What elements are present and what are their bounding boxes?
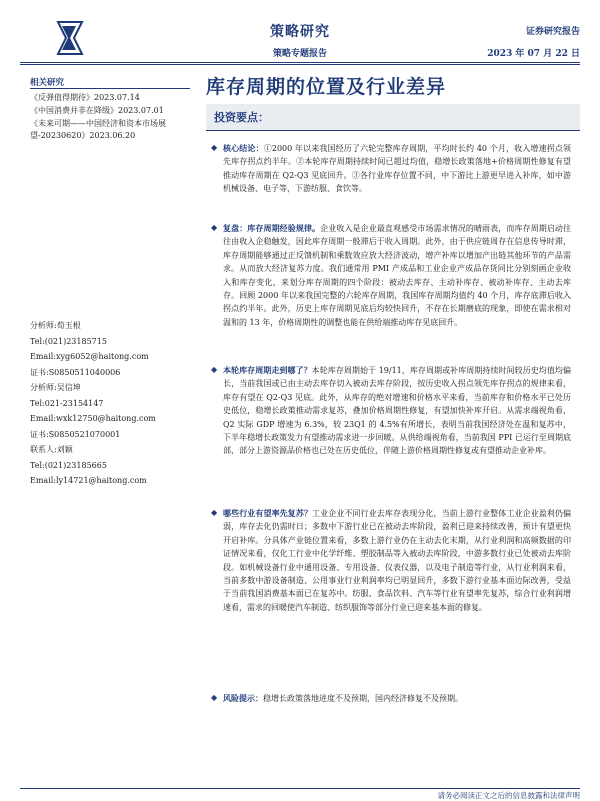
related-research-list — [30, 92, 190, 143]
bullet-diamond-icon: ◆ — [211, 143, 218, 152]
contact-line: 证书:S0850511040006 — [30, 367, 121, 377]
contact-line: Tel:021-23154147 — [30, 398, 104, 408]
bullet-diamond-icon: ◆ — [211, 508, 218, 517]
bullet-text: ①2000 年以来我国经历了六轮完整库存周期，平均时长约 40 个月，收入增速拐点领先库存拐点约半年。②本轮库存周期持续时间已超过均值，稳增长政策落地+价格周期性修复有望推动库存周期在 Q2-Q3 见底回升。③各行业库存位置不同，中下游比上游更早进入补库，如中游机械设备、电子等，下游纺服、食饮等。 — [223, 144, 571, 194]
report-type: 证券研究报告 — [525, 27, 580, 37]
header-title: 策略研究 — [270, 24, 330, 40]
sidebar-divider — [30, 88, 190, 89]
contact-line: 分析师:荀玉根 — [30, 321, 81, 330]
bullet-diamond-icon: ◆ — [211, 365, 218, 374]
bullet-lead: 复盘：库存周期经验规律。 — [223, 223, 321, 233]
key-points-title: 投资要点： — [214, 111, 269, 124]
bullet-text: 稳增长政策落地进度不及预期，国内经济修复不及预期。 — [263, 694, 463, 703]
key-points-divider — [206, 130, 580, 131]
bullet-lead: 本轮库存周期走到哪了？ — [223, 365, 312, 375]
contact-email[interactable]: Email:ly14721@haitong.com — [30, 476, 147, 485]
header-divider — [20, 62, 580, 63]
header-subtitle: 策略专题报告 — [272, 49, 327, 59]
contact-line: 证书:S0850521070001 — [30, 429, 121, 439]
bullet-industries — [211, 507, 571, 614]
contact-line: 联系人:刘颖 — [30, 445, 73, 454]
bullet-text: 工业企业不同行业去库存表现分化，当前上游行业整体工业企业盈利仍偏弱，库存去化仍需时日；多数中下游行业已在被动去库阶段，盈利已迎来持续改善，预计有望更快开启补库。分具体产业链位置来看，多数上游行业仍在主动去化末期，从行业利润和高频数据的印证情况来看，仅化工行业中化学纤维、塑胶制品等入被动去库阶段，中游多数行业已处被动去库阶段。如机械设备行业中通用设备、专用设备、仪表仪器，以及电子制造等行业，从行业利润来看，当前多数中游设备制造、公用事业行业利润率均已明显回升，多数下游行业基本面边际改善，受益于当前我国消费基本面已在复苏中。纺服、食品饮料、汽车等行业有望率先复苏，综合行业利润增速看，需求的回暖使汽车制造、纺织服饰等部分行业已迎来基本面的修复。 — [223, 509, 571, 612]
contact-email[interactable]: Email:wxk12750@haitong.com — [30, 414, 156, 423]
bullet-diamond-icon: ◆ — [211, 223, 218, 232]
contact-email[interactable]: Email:xyg6052@haitong.com — [30, 352, 149, 361]
bullet-risk — [211, 692, 571, 705]
related-research-title: 相关研究 — [30, 78, 65, 88]
analyst-contacts — [30, 320, 190, 491]
document-title: 库存周期的位置及行业差异 — [206, 76, 447, 98]
report-date: 2023 年 07 月 22 日 — [487, 49, 580, 59]
related-item[interactable]: 《反弹值得期待》2023.07.14 — [30, 93, 140, 102]
bullet-lead: 核心结论： — [223, 143, 264, 153]
header-divider-2 — [20, 64, 580, 65]
contact-line: Tel:(021)23185715 — [30, 336, 107, 346]
bullet-text: 本轮库存周期始于 19/11，库存周期或补库周期持续时间较历史均值均偏长，当前我国或已由主动去库存切入被动去库存阶段，按历史收入拐点领先库存拐点的规律来看，库存有望在 Q2-Q3 见底。此外，从库存的绝对增速和价格水平来看，当前库存和价格水平已处历史低位，稳增长政策推动需求复苏，叠加价格周期性修复，有望加快补库开启。从需求端视角看，Q2 实际 GDP 增速为 6.3%，较 23Q1 的 4.5%有所增长，表明当前我国经济处在温和复苏中，下半年稳增长政策发力有望推动需求进一步回暖。从供给端视角看，当前我国 PPI 已运行至周期底部，部分上游资源品价格也已处在历史低位，伴随上游价格周期性修复或有望推动企业补库。 — [223, 366, 571, 456]
contact-line: 分析师:吴信坤 — [30, 383, 81, 392]
disclaimer-footer[interactable]: 请务必阅读正文之后的信息披露和法律声明 — [437, 791, 580, 800]
footer-divider — [20, 788, 580, 789]
bullet-lead: 风险提示： — [223, 693, 263, 703]
bullet-text: 企业收入是企业最直观感受市场需求情况的晴雨表，而库存周期启动往往由收入企稳触发，因此库存周期一般滞后于收入周期。此外，由于供应链周存在信息传导时滞，库存周期能够通过正反馈机制和乘数效应放大经济波动，增产补库以增加产出链其他环节的产品需求。从而放大经济复苏力度。我们通常用 PMI 产成品和工业企业产成品存货同比分别刻画企业收入和库存变化，来划分库存周期的四个阶段：被动去库存、主动补库存、被动补库存、主动去库存。回顾 2000 年以来我国完整的六轮库存周期，我国库存周期均值约 40 个月，库存底滞后收入拐点约半年。此外，历史上库存周期见底后均较快回升，不存在长期磨底的现象，即使在需求相对温和的 13 年，价格周期性的调整也能在供给端推动库存见底回升。 — [223, 224, 572, 327]
related-item[interactable]: 《未来可期——中国经济和资本市场展望-20230620》2023.06.20 — [30, 119, 166, 140]
bullet-review — [211, 222, 571, 329]
bullet-core-conclusion — [211, 142, 571, 196]
bullet-current-cycle — [211, 364, 571, 458]
related-item[interactable]: 《中国消费并非在降级》2023.07.01 — [30, 106, 164, 115]
bullet-diamond-icon: ◆ — [211, 693, 218, 702]
bullet-lead: 哪些行业有望率先复苏？ — [223, 508, 313, 518]
contact-line: Tel:(021)23185665 — [30, 460, 107, 470]
